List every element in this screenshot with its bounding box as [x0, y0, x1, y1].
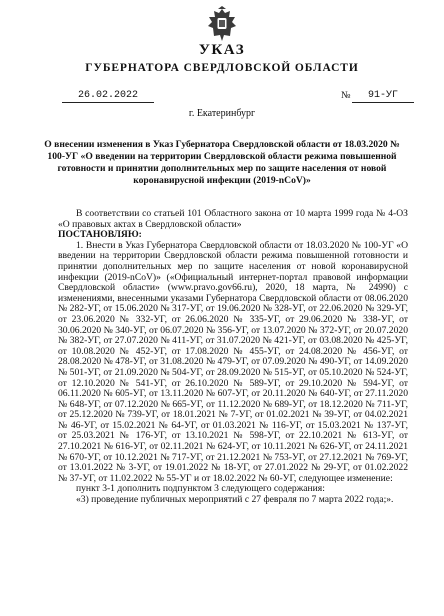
- quote-paragraph: «3) проведение публичных мероприятий с 27 февраля по 7 марта 2022 года;».: [76, 494, 394, 506]
- city-line: г. Екатеринбург: [188, 108, 256, 119]
- coat-of-arms-icon: [206, 6, 238, 44]
- issuer-heading: ГУБЕРНАТОРА СВЕРДЛОВСКОЙ ОБЛАСТИ: [85, 62, 359, 74]
- number-sign: №: [341, 90, 351, 101]
- paragraph-1: 1. Внести в Указ Губернатора Свердловской области от 18.03.2020 № 100-УГ «О введении на территории Свердловской области режима повышенной готовности и принятии дополнительных мер по защите населения от новой коронавирусной инфекции (2019-nCoV)» («Официальный интернет-портал правовой информации Свердловской области» (www.pravo.gov66.ru), 2020, 18 марта, № 24990) с изменениями, внесенными указами Губернатора Свердловской области от 08.06.2020 № 282-УГ, от 15.06.2020 № 317-УГ, от 19.06.2020 № 328-УГ, от 22.06.2020 № 329-УГ, от 23.06.2020 № 332-УГ, от 26.06.2020 № 335-УГ, от 29.06.2020 № 338-УГ, от 30.06.2020 № 340-УГ, от 06.07.2020 № 356-УГ, от 13.07.2020 № 372-УГ, от 20.07.2020 № 382-УГ, от 27.07.2020 № 411-УГ, от 31.07.2020 № 421-УГ, от 03.08.2020 № 425-УГ, от 10.08.2020 № 452-УГ, от 17.08.2020 № 455-УГ, от 24.08.2020 № 456-УГ, от 28.08.2020 № 478-УГ, от 31.08.2020 № 479-УГ, от 07.09.2020 № 490-УГ, от 14.09.2020 № 501-УГ, от 21.09.2020 № 504-УГ, от 28.09.2020 № 515-УГ, от 05.10.2020 № 524-УГ, от 12.10.2020 № 541-УГ, от 26.10.2020 № 589-УГ, от 29.10.2020 № 594-УГ, от 06.11.2020 № 605-УГ, от 13.11.2020 № 607-УГ, от 20.11.2020 № 640-УГ, от 27.11.2020 № 648-УГ, от 07.12.2020 № 665-УГ, от 11.12.2020 № 689-УГ, от 18.12.2020 № 711-УГ, от 25.12.2020 № 739-УГ, от 18.01.2021 № 7-УГ, от 01.02.2021 № 39-УГ, от 04.02.2021 № 46-УГ, от 15.02.2021 № 64-УГ, от 01.03.2021 № 116-УГ, от 15.03.2021 № 137-УГ, от 25.03.2021 № 176-УГ, от 13.10.2021 № 598-УГ, от 22.10.2021 № 613-УГ, от 27.10.2021 № 616-УГ, от 02.11.2021 № 624-УГ, от 10.11.2021 № 626-УГ, от 24.11.2021 № 670-УГ, от 10.12.2021 № 717-УГ, от 21.12.2021 № 753-УГ, от 27.12.2021 № 769-УГ, от 13.01.2022 № 3-УГ, от 19.01.2022 № 18-УГ, от 27.01.2022 № 29-УГ, от 01.02.2022 № 37-УГ, от 11.02.2022 № 55-УГ и от 18.02.2022 № 60-УГ, следующее изменение:: [58, 239, 408, 484]
- document-title: О внесении изменения в Указ Губернатора Свердловской области от 18.03.2020 № 100-УГ «О введении на территории Свердловской области режима повышенной готовности и принятии дополнительных мер по защите населения от новой коронавирусной инфекции (2019-nCoV)»: [44, 139, 400, 186]
- preamble-paragraph: В соответствии со статьей 101 Областного закона от 10 марта 1999 года № 4-ОЗ «О правовых актах в Свердловской области»: [58, 208, 408, 230]
- decree-date: 26.02.2022: [77, 90, 138, 101]
- date-underline: [62, 102, 154, 103]
- document-body: [58, 209, 408, 506]
- decree-heading: УКАЗ: [198, 42, 246, 58]
- decree-number: 91-УГ: [367, 90, 398, 101]
- item-paragraph: пункт 3-1 дополнить подпунктом 3 следующего содержания:: [76, 483, 325, 495]
- decree-word: ПОСТАНОВЛЯЮ:: [58, 229, 142, 241]
- number-underline: [352, 102, 414, 103]
